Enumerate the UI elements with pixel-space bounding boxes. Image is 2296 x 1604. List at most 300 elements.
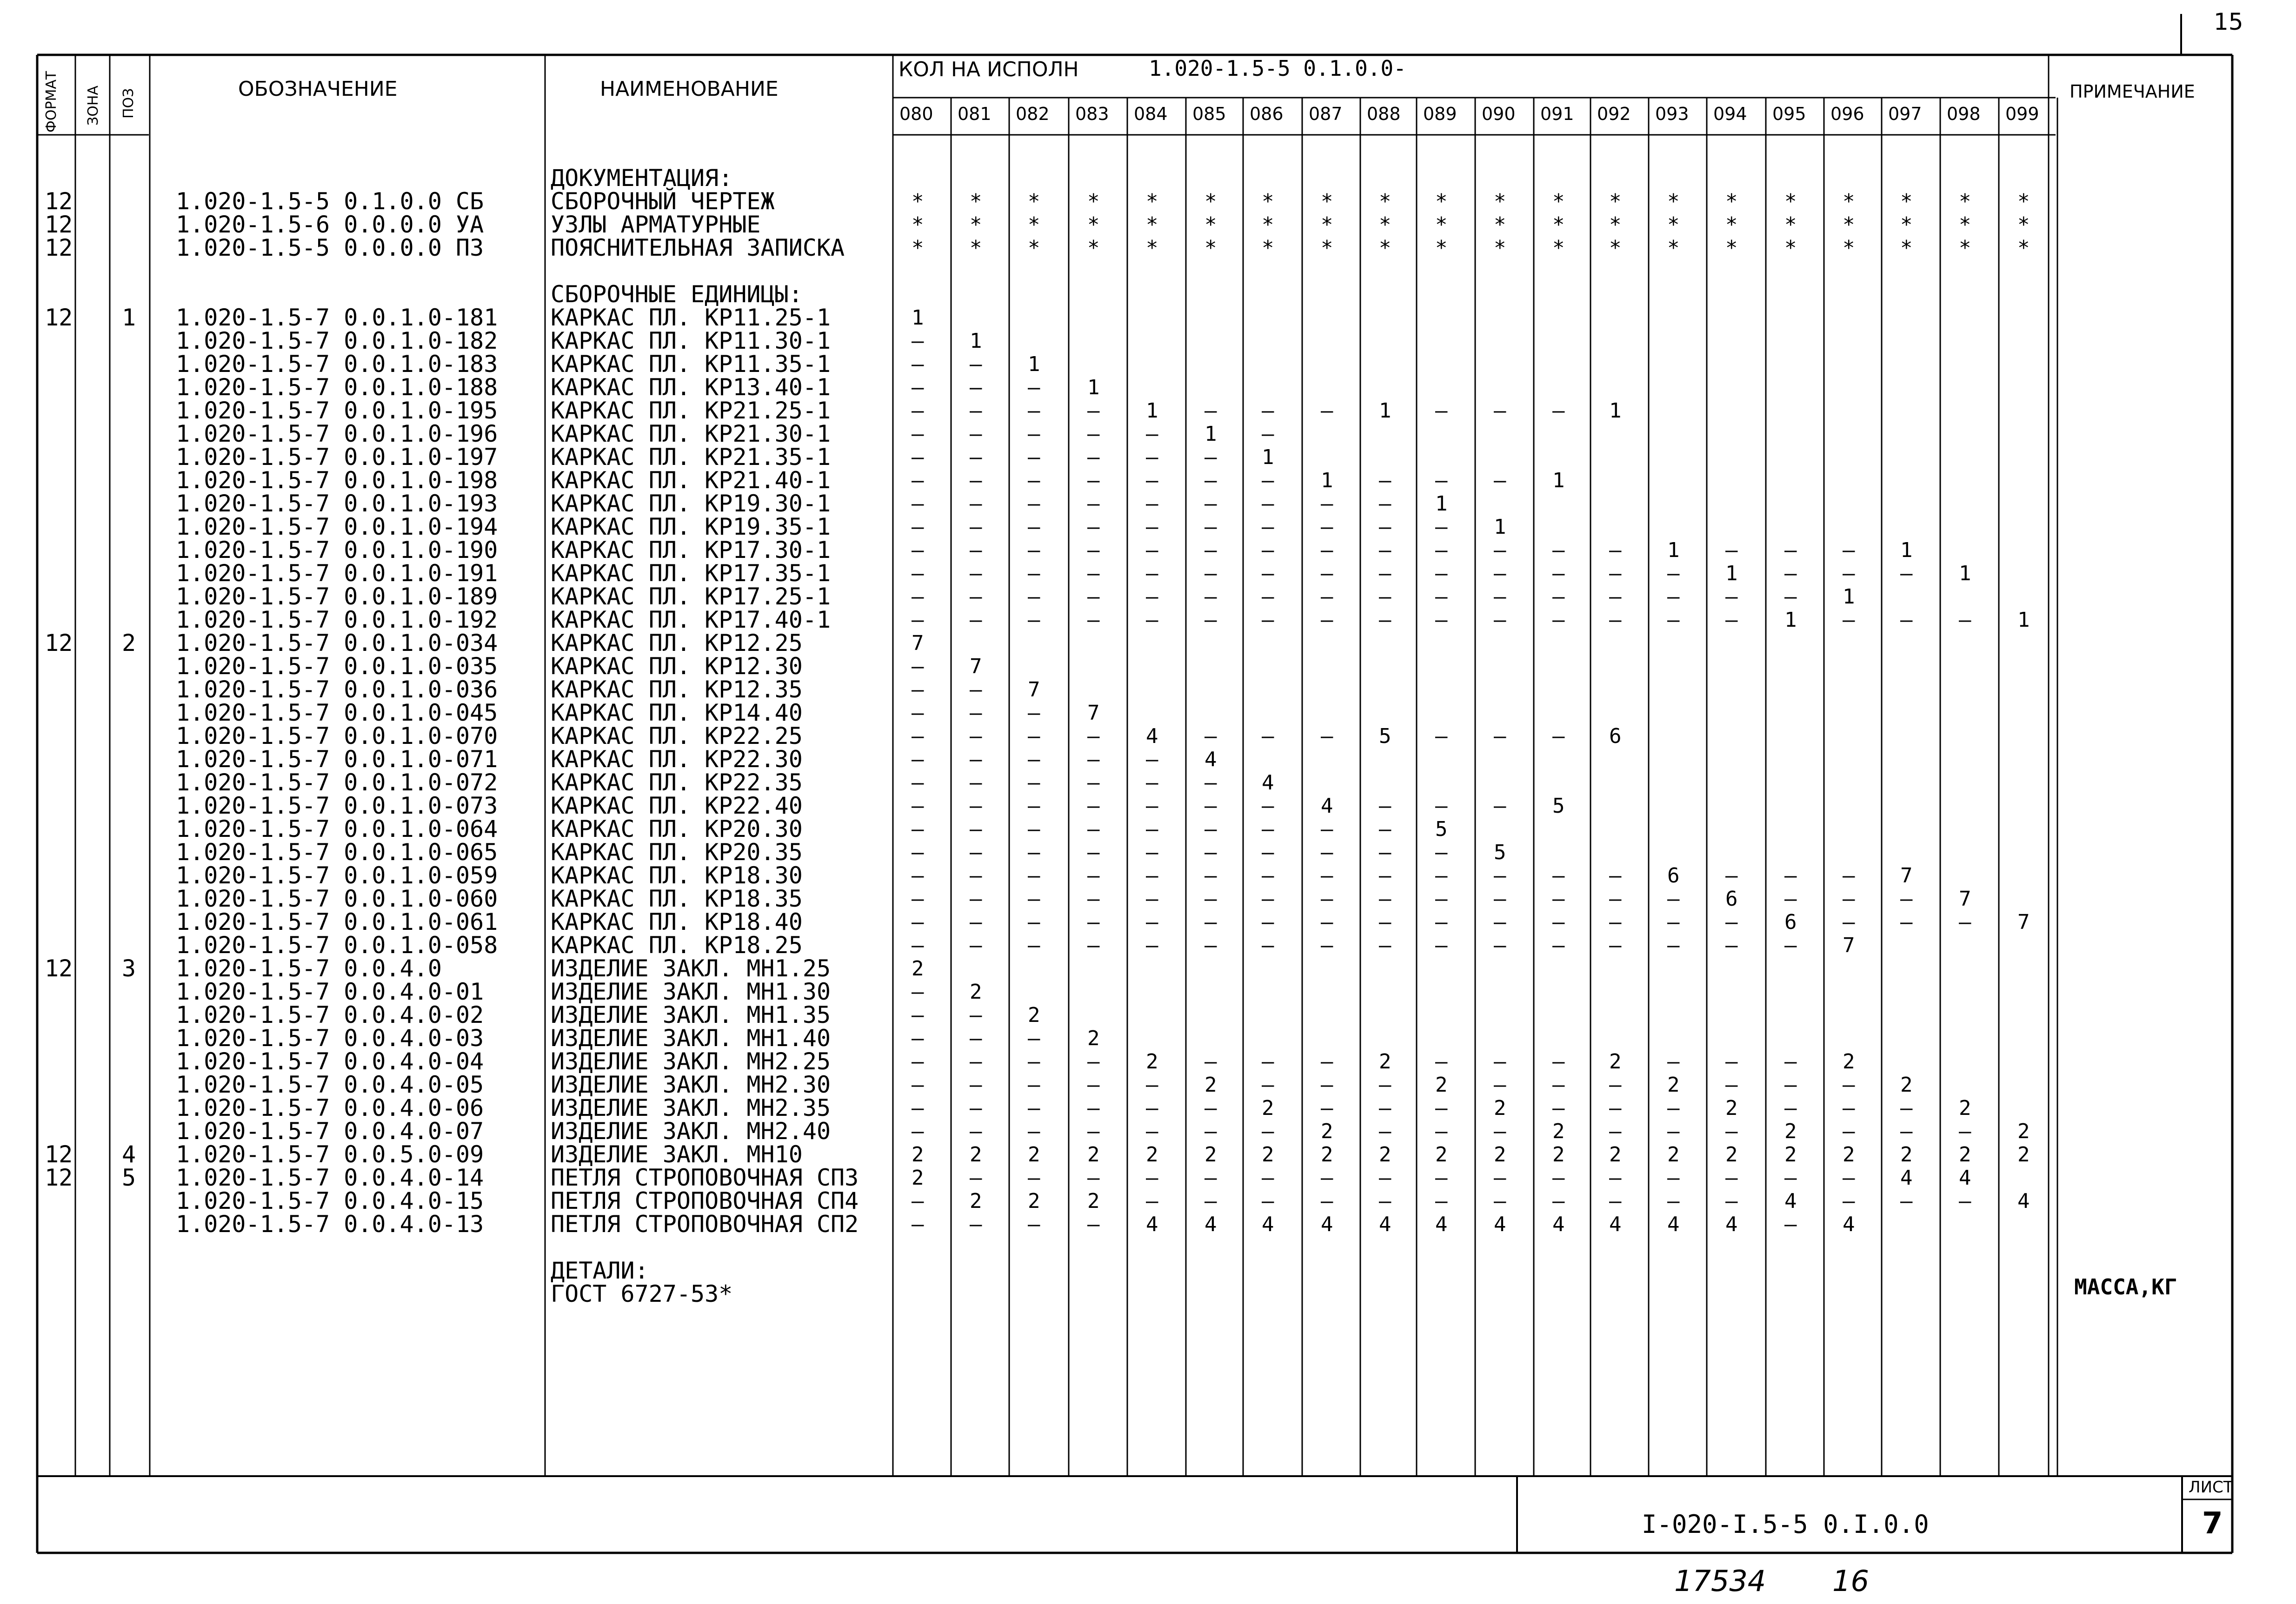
qty-cell: * — [1379, 213, 1391, 237]
row-name: КАРКАС ПЛ. КР12.30 — [551, 653, 803, 680]
qty-cell: – — [1321, 1073, 1333, 1097]
qty-cell: – — [1725, 585, 1738, 609]
row-format: 12 — [45, 211, 73, 238]
qty-cell: – — [1205, 794, 1217, 818]
qty-cell: – — [912, 1073, 924, 1097]
qty-cell: – — [1435, 469, 1448, 492]
qty-cell: – — [1146, 934, 1158, 957]
qty-cell: – — [1435, 887, 1448, 911]
qty-cell: – — [1379, 910, 1391, 934]
row-name: КАРКАС ПЛ. КР12.35 — [551, 676, 803, 703]
row-name: КАРКАС ПЛ. КР18.40 — [551, 908, 803, 935]
qty-cell: – — [1205, 585, 1217, 609]
qty-cell: – — [1609, 1189, 1622, 1213]
qty-cell: 2 — [1321, 1120, 1333, 1143]
qty-cell: – — [970, 538, 982, 562]
qty-cell: – — [1435, 794, 1448, 818]
qty-cell: 1 — [1321, 469, 1333, 492]
qty-cell: – — [912, 585, 924, 609]
qty-cell: * — [1959, 236, 1971, 260]
qty-cell: – — [1609, 1096, 1622, 1120]
row-name: ПЕТЛЯ СТРОПОВОЧНАЯ СП2 — [551, 1211, 859, 1238]
row-name: КАРКАС ПЛ. КР20.30 — [551, 815, 803, 842]
qty-cell: * — [1146, 190, 1158, 213]
qty-cell: – — [1959, 608, 1971, 632]
qty-cell: – — [1435, 724, 1448, 748]
qty-cell: 7 — [1959, 887, 1971, 911]
qty-cell: – — [1784, 1096, 1797, 1120]
qty-cell: – — [1321, 608, 1333, 632]
qty-cell: * — [1843, 213, 1855, 237]
qty-cell: – — [1784, 1073, 1797, 1097]
qty-cell: – — [912, 352, 924, 376]
qty-cell: – — [1379, 1166, 1391, 1190]
qty-cell: – — [1028, 422, 1040, 446]
row-format: 12 — [45, 955, 73, 982]
qty-cell: – — [1725, 864, 1738, 888]
qty-cell: – — [1262, 399, 1274, 423]
row-name: КАРКАС ПЛ. КР11.35-1 — [551, 351, 831, 378]
variant-header-082: 082 — [1016, 104, 1050, 124]
qty-cell: – — [1087, 934, 1100, 957]
qty-cell: – — [1552, 724, 1565, 748]
header-name: НАИМЕНОВАНИЕ — [600, 77, 779, 101]
qty-cell: – — [1146, 538, 1158, 562]
qty-cell: – — [1667, 910, 1680, 934]
qty-cell: – — [970, 515, 982, 539]
qty-cell: – — [1900, 1096, 1913, 1120]
variant-header-092: 092 — [1597, 104, 1631, 124]
qty-cell: – — [1087, 608, 1100, 632]
qty-cell: – — [1609, 910, 1622, 934]
qty-cell: 7 — [912, 631, 924, 655]
qty-cell: – — [1321, 515, 1333, 539]
qty-cell: 7 — [1087, 701, 1100, 725]
qty-cell: – — [1205, 864, 1217, 888]
qty-cell: – — [1205, 608, 1217, 632]
qty-cell: * — [970, 190, 982, 213]
qty-cell: 4 — [1435, 1213, 1448, 1236]
qty-cell: – — [1146, 585, 1158, 609]
qty-cell: 4 — [1205, 748, 1217, 771]
qty-cell: – — [1262, 422, 1274, 446]
qty-cell: – — [1843, 1189, 1855, 1213]
qty-cell: 1 — [1028, 352, 1040, 376]
qty-cell: – — [912, 492, 924, 516]
qty-cell: – — [970, 376, 982, 399]
qty-cell: * — [1379, 190, 1391, 213]
qty-cell: 6 — [1667, 864, 1680, 888]
qty-cell: 4 — [1900, 1166, 1913, 1190]
qty-cell: – — [1609, 934, 1622, 957]
qty-cell: – — [1494, 887, 1506, 911]
qty-cell: – — [912, 864, 924, 888]
row-designation: 1.020-1.5-7 0.0.4.0-01 — [176, 978, 484, 1005]
row-name: ИЗДЕЛИЕ ЗАКЛ. МН10 — [551, 1141, 803, 1168]
qty-cell: – — [1843, 1166, 1855, 1190]
qty-cell: – — [1087, 748, 1100, 771]
handwritten-number-left: 17534 — [1674, 1564, 1766, 1598]
row-designation: 1.020-1.5-7 0.0.1.0-198 — [176, 467, 498, 494]
qty-cell: – — [1028, 910, 1040, 934]
qty-cell: 4 — [1321, 1213, 1333, 1236]
qty-cell: – — [912, 934, 924, 957]
qty-cell: * — [1552, 236, 1565, 260]
row-name: КАРКАС ПЛ. КР11.30-1 — [551, 327, 831, 354]
header-designation: ОБОЗНАЧЕНИЕ — [238, 77, 398, 101]
qty-cell: * — [1494, 236, 1506, 260]
qty-cell: 1 — [1379, 399, 1391, 423]
variant-header-089: 089 — [1423, 104, 1457, 124]
qty-cell: – — [1494, 469, 1506, 492]
qty-cell: – — [1784, 538, 1797, 562]
row-name: КАРКАС ПЛ. КР21.40-1 — [551, 467, 831, 494]
row-designation: 1.020-1.5-7 0.0.4.0-07 — [176, 1118, 484, 1145]
qty-cell: * — [1609, 236, 1622, 260]
qty-cell: – — [1087, 585, 1100, 609]
qty-cell: – — [1146, 562, 1158, 585]
qty-cell: – — [1494, 794, 1506, 818]
qty-cell: – — [1321, 1166, 1333, 1190]
qty-cell: 7 — [1843, 934, 1855, 957]
row-name: ИЗДЕЛИЕ ЗАКЛ. МН2.40 — [551, 1118, 831, 1145]
qty-cell: * — [1321, 236, 1333, 260]
qty-cell: 4 — [2017, 1189, 2030, 1213]
qty-cell: – — [1146, 1120, 1158, 1143]
qty-cell: 4 — [1205, 1213, 1217, 1236]
qty-cell: – — [1435, 1120, 1448, 1143]
qty-cell: – — [1146, 492, 1158, 516]
qty-cell: 2 — [1435, 1073, 1448, 1097]
row-position: 1 — [122, 304, 136, 331]
qty-cell: 4 — [1784, 1189, 1797, 1213]
qty-cell: – — [970, 771, 982, 795]
qty-cell: – — [1435, 608, 1448, 632]
row-name: КАРКАС ПЛ. КР14.40 — [551, 699, 803, 726]
qty-cell: – — [1494, 1189, 1506, 1213]
qty-cell: * — [1435, 213, 1448, 237]
qty-cell: * — [1552, 213, 1565, 237]
qty-cell: – — [970, 352, 982, 376]
variant-header-099: 099 — [2005, 104, 2039, 124]
row-designation: 1.020-1.5-7 0.0.1.0-196 — [176, 420, 498, 447]
qty-cell: – — [1087, 492, 1100, 516]
qty-cell: – — [1087, 724, 1100, 748]
qty-cell: * — [1725, 190, 1738, 213]
row-designation: 1.020-1.5-7 0.0.1.0-058 — [176, 932, 498, 959]
row-designation: 1.020-1.5-7 0.0.4.0-05 — [176, 1071, 484, 1098]
qty-cell: – — [1087, 469, 1100, 492]
qty-cell: 2 — [1609, 1143, 1622, 1167]
qty-cell: 2 — [912, 957, 924, 981]
qty-cell: 1 — [1959, 562, 1971, 585]
qty-cell: – — [1435, 910, 1448, 934]
qty-cell: * — [1667, 213, 1680, 237]
qty-cell: * — [1784, 236, 1797, 260]
qty-cell: – — [1205, 1096, 1217, 1120]
qty-cell: – — [1494, 585, 1506, 609]
qty-cell: – — [912, 980, 924, 1004]
row-designation: 1.020-1.5-7 0.0.1.0-072 — [176, 769, 498, 796]
qty-cell: * — [1205, 213, 1217, 237]
qty-cell: 1 — [1725, 562, 1738, 585]
qty-cell: – — [1435, 399, 1448, 423]
qty-cell: 1 — [1435, 492, 1448, 516]
row-name: ИЗДЕЛИЕ ЗАКЛ. МН1.35 — [551, 1001, 831, 1028]
qty-cell: – — [1146, 1096, 1158, 1120]
qty-cell: – — [1087, 538, 1100, 562]
qty-cell: – — [1028, 1073, 1040, 1097]
row-designation: 1.020-1.5-7 0.0.1.0-060 — [176, 885, 498, 912]
qty-cell: – — [1087, 515, 1100, 539]
qty-cell: 1 — [1900, 538, 1913, 562]
qty-cell: – — [1552, 1073, 1565, 1097]
qty-cell: – — [1900, 562, 1913, 585]
qty-cell: – — [1087, 771, 1100, 795]
qty-cell: * — [1609, 213, 1622, 237]
variant-header-087: 087 — [1309, 104, 1343, 124]
qty-cell: – — [970, 748, 982, 771]
qty-cell: – — [1146, 817, 1158, 841]
row-designation: 1.020-1.5-7 0.0.4.0 — [176, 955, 442, 982]
qty-cell: – — [1552, 562, 1565, 585]
row-name: УЗЛЫ АРМАТУРНЫЕ — [551, 211, 761, 238]
qty-cell: * — [1494, 190, 1506, 213]
page-number: 15 — [2214, 8, 2243, 35]
row-designation: 1.020-1.5-7 0.0.4.0-03 — [176, 1025, 484, 1052]
qty-cell: * — [970, 213, 982, 237]
qty-cell: 7 — [970, 655, 982, 678]
qty-cell: – — [970, 445, 982, 469]
qty-cell: – — [1494, 1120, 1506, 1143]
qty-cell: – — [1205, 492, 1217, 516]
qty-cell: – — [1028, 887, 1040, 911]
qty-cell: – — [1205, 1166, 1217, 1190]
qty-cell: – — [1028, 817, 1040, 841]
qty-cell: * — [912, 236, 924, 260]
qty-cell: – — [1205, 399, 1217, 423]
qty-cell: – — [1435, 841, 1448, 864]
row-name: КАРКАС ПЛ. КР13.40-1 — [551, 374, 831, 401]
qty-cell: 2 — [1146, 1143, 1158, 1167]
row-designation: 1.020-1.5-5 0.1.0.0 СБ — [176, 188, 484, 215]
qty-cell: 4 — [1146, 724, 1158, 748]
qty-cell: – — [1146, 748, 1158, 771]
qty-cell: – — [1205, 469, 1217, 492]
qty-cell: – — [1435, 1189, 1448, 1213]
row-position: 4 — [122, 1141, 136, 1168]
qty-cell: – — [970, 585, 982, 609]
qty-cell: * — [1900, 213, 1913, 237]
qty-cell: 2 — [1028, 1189, 1040, 1213]
row-name: КАРКАС ПЛ. КР11.25-1 — [551, 304, 831, 331]
qty-cell: 2 — [1087, 1143, 1100, 1167]
qty-cell: – — [1609, 887, 1622, 911]
qty-cell: – — [970, 562, 982, 585]
qty-cell: – — [1494, 864, 1506, 888]
qty-cell: * — [1262, 190, 1274, 213]
qty-cell: – — [1379, 1120, 1391, 1143]
row-position: 2 — [122, 630, 136, 656]
qty-cell: 2 — [1146, 1050, 1158, 1074]
qty-cell: 2 — [1725, 1096, 1738, 1120]
qty-cell: – — [1725, 1073, 1738, 1097]
qty-cell: – — [1087, 1096, 1100, 1120]
qty-cell: – — [1146, 794, 1158, 818]
qty-cell: – — [1667, 1166, 1680, 1190]
qty-cell: – — [1435, 562, 1448, 585]
qty-cell: – — [1784, 1166, 1797, 1190]
qty-cell: – — [1146, 864, 1158, 888]
qty-cell: – — [1321, 1050, 1333, 1074]
header-base-code: 1.020-1.5-5 0.1.0.0- — [1149, 56, 1406, 81]
qty-cell: 7 — [2017, 910, 2030, 934]
qty-cell: – — [970, 864, 982, 888]
qty-cell: – — [1205, 771, 1217, 795]
qty-cell: – — [912, 887, 924, 911]
qty-cell: – — [1843, 1120, 1855, 1143]
row-designation: 1.020-1.5-7 0.0.1.0-183 — [176, 351, 498, 378]
qty-cell: – — [1609, 1120, 1622, 1143]
qty-cell: – — [1262, 864, 1274, 888]
row-designation: 1.020-1.5-7 0.0.4.0-15 — [176, 1187, 484, 1214]
row-name: КАРКАС ПЛ. КР21.35-1 — [551, 444, 831, 471]
qty-cell: – — [1784, 562, 1797, 585]
row-format: 12 — [45, 1141, 73, 1168]
qty-cell: 5 — [1435, 817, 1448, 841]
qty-cell: – — [1609, 864, 1622, 888]
qty-cell: * — [1379, 236, 1391, 260]
qty-cell: * — [1146, 213, 1158, 237]
qty-cell: – — [1146, 910, 1158, 934]
qty-cell: 7 — [1900, 864, 1913, 888]
qty-cell: * — [1609, 190, 1622, 213]
qty-cell: – — [970, 701, 982, 725]
qty-cell: – — [1087, 910, 1100, 934]
qty-cell: – — [1667, 562, 1680, 585]
qty-cell: – — [1028, 492, 1040, 516]
qty-cell: – — [1552, 910, 1565, 934]
qty-cell: – — [1146, 841, 1158, 864]
qty-cell: – — [1725, 1189, 1738, 1213]
qty-cell: * — [2017, 236, 2030, 260]
variant-header-086: 086 — [1250, 104, 1284, 124]
qty-cell: – — [1435, 934, 1448, 957]
qty-cell: – — [1900, 608, 1913, 632]
variant-header-088: 088 — [1367, 104, 1401, 124]
qty-cell: 1 — [1262, 445, 1274, 469]
qty-cell: * — [1435, 236, 1448, 260]
qty-cell: – — [1843, 887, 1855, 911]
qty-cell: – — [1205, 538, 1217, 562]
qty-cell: 2 — [1087, 1027, 1100, 1050]
qty-cell: – — [1262, 1120, 1274, 1143]
qty-cell: 2 — [1494, 1143, 1506, 1167]
qty-cell: 5 — [1494, 841, 1506, 864]
qty-cell: – — [1146, 469, 1158, 492]
qty-cell: – — [1087, 794, 1100, 818]
qty-cell: – — [1379, 538, 1391, 562]
qty-cell: – — [1146, 771, 1158, 795]
qty-cell: – — [1028, 841, 1040, 864]
qty-cell: – — [1146, 1189, 1158, 1213]
row-format: 12 — [45, 1164, 73, 1191]
qty-cell: 2 — [1843, 1050, 1855, 1074]
qty-cell: – — [1843, 562, 1855, 585]
qty-cell: 5 — [1552, 794, 1565, 818]
qty-cell: – — [1028, 701, 1040, 725]
qty-cell: 2 — [2017, 1120, 2030, 1143]
row-designation: 1.020-1.5-7 0.0.1.0-189 — [176, 583, 498, 610]
qty-cell: – — [1900, 887, 1913, 911]
qty-cell: – — [1843, 864, 1855, 888]
qty-cell: 2 — [1494, 1096, 1506, 1120]
qty-cell: – — [1843, 1096, 1855, 1120]
qty-cell: – — [1435, 864, 1448, 888]
handwritten-number-right: 16 — [1832, 1564, 1869, 1598]
qty-cell: – — [970, 422, 982, 446]
row-designation: 1.020-1.5-7 0.0.1.0-034 — [176, 630, 498, 656]
qty-cell: – — [970, 1166, 982, 1190]
sheet-label: ЛИСТ — [2189, 1478, 2233, 1497]
qty-cell: – — [1494, 562, 1506, 585]
qty-cell: 1 — [912, 306, 924, 330]
qty-cell: 2 — [1379, 1143, 1391, 1167]
row-name: КАРКАС ПЛ. КР22.35 — [551, 769, 803, 796]
qty-cell: – — [1087, 1073, 1100, 1097]
variant-header-085: 085 — [1192, 104, 1226, 124]
qty-cell: – — [1552, 934, 1565, 957]
qty-cell: 4 — [1494, 1213, 1506, 1236]
qty-cell: – — [1379, 515, 1391, 539]
qty-cell: – — [970, 841, 982, 864]
qty-cell: – — [1028, 515, 1040, 539]
row-designation: 1.020-1.5-7 0.0.1.0-061 — [176, 908, 498, 935]
qty-cell: – — [1087, 445, 1100, 469]
qty-cell: – — [1028, 562, 1040, 585]
qty-cell: – — [1667, 608, 1680, 632]
qty-cell: – — [1028, 864, 1040, 888]
sheet-number: 7 — [2202, 1506, 2223, 1541]
qty-cell: – — [912, 469, 924, 492]
qty-cell: – — [1087, 864, 1100, 888]
header-format: ФОРМАТ — [43, 71, 60, 133]
qty-cell: – — [1321, 887, 1333, 911]
qty-cell: – — [912, 910, 924, 934]
qty-cell: – — [970, 1213, 982, 1236]
qty-cell: – — [1494, 724, 1506, 748]
header-qty: КОЛ НА ИСПОЛН — [898, 58, 1079, 81]
qty-cell: – — [1435, 515, 1448, 539]
qty-cell: – — [1087, 562, 1100, 585]
qty-cell: * — [1843, 190, 1855, 213]
qty-cell: – — [1667, 1050, 1680, 1074]
row-name: ПЕТЛЯ СТРОПОВОЧНАЯ СП3 — [551, 1164, 859, 1191]
qty-cell: * — [1087, 236, 1100, 260]
qty-cell: 2 — [1379, 1050, 1391, 1074]
qty-cell: – — [1843, 608, 1855, 632]
qty-cell: – — [1028, 608, 1040, 632]
row-name: ИЗДЕЛИЕ ЗАКЛ. МН2.25 — [551, 1048, 831, 1075]
row-designation: 1.020-1.5-7 0.0.1.0-191 — [176, 560, 498, 587]
qty-cell: – — [1900, 1120, 1913, 1143]
qty-cell: 2 — [1321, 1143, 1333, 1167]
qty-cell: * — [1321, 213, 1333, 237]
row-name: КАРКАС ПЛ. КР17.25-1 — [551, 583, 831, 610]
qty-cell: – — [1087, 841, 1100, 864]
qty-cell: – — [1609, 1073, 1622, 1097]
qty-cell: – — [1028, 794, 1040, 818]
